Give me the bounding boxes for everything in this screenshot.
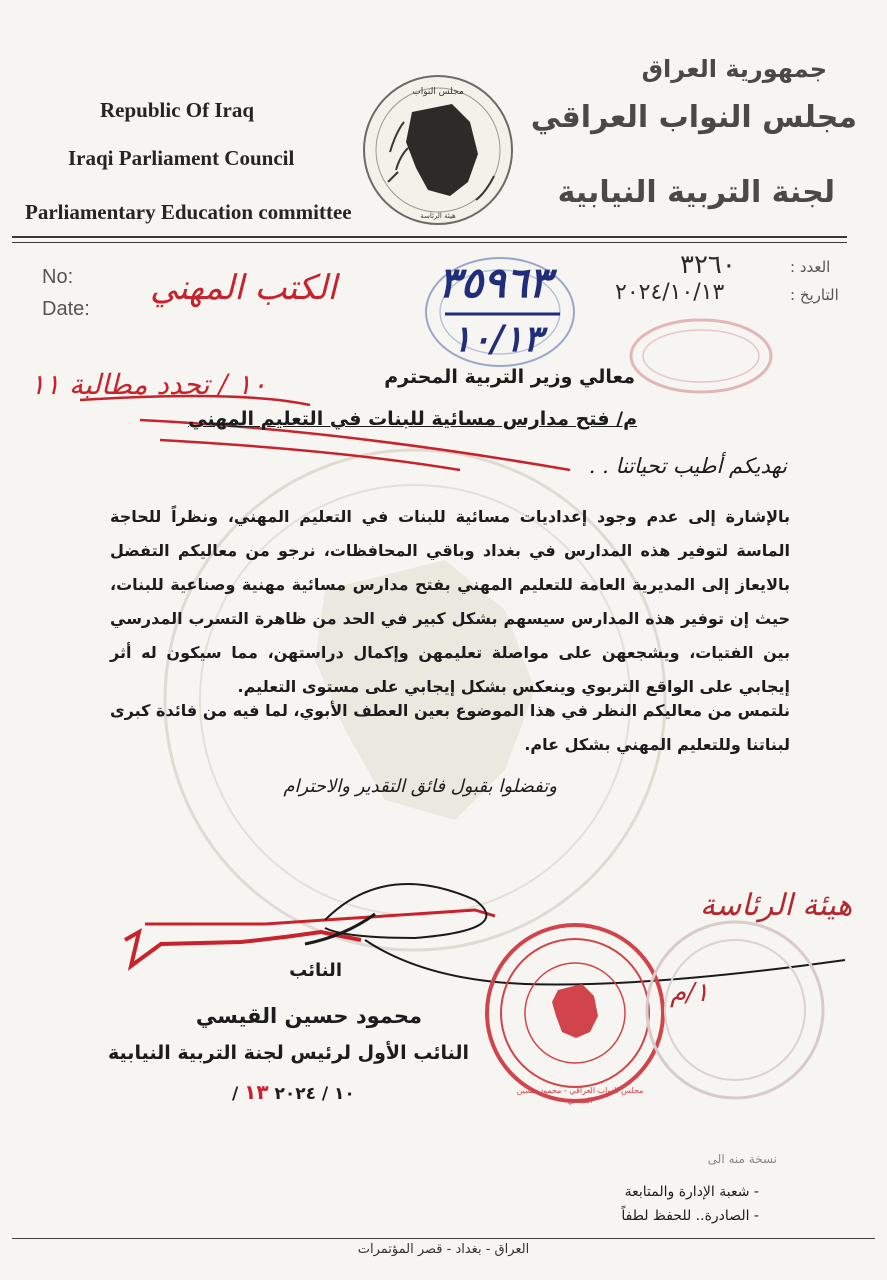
signatory-position: النائب الأول لرئيس لجنة التربية النيابية: [108, 1042, 469, 1064]
no-label-en: No:: [42, 266, 74, 288]
cc-item-1-bullet: -: [749, 1184, 759, 1200]
cc-item-2-text: الصادرة.. للحفظ لطفاً: [621, 1208, 750, 1224]
official-round-stamp-text: مجلس النواب العراقي - محمود حسين القيسي: [516, 1086, 644, 1105]
header-en-line1: Republic Of Iraq: [100, 98, 255, 122]
faint-round-stamp: [640, 915, 830, 1105]
signatory-name: محمود حسين القيسي: [195, 1004, 422, 1028]
footer-address: العراق - بغداد - قصر المؤتمرات: [357, 1242, 530, 1257]
date-label-ar: التاريخ :: [790, 286, 839, 304]
red-annotation-margin: ١٠ / تحدد مطالبة ١١: [30, 368, 267, 401]
svg-text:مجلس النواب: مجلس النواب: [412, 87, 464, 97]
signature-date-rest: / ١٠ / ٢٠٢٤: [232, 1084, 355, 1104]
header-ar-line1: جمهورية العراق: [641, 55, 827, 83]
red-annotation-strokes: [60, 380, 580, 490]
handwritten-note-code: ١/م: [670, 978, 709, 1008]
footer-divider: [12, 1238, 875, 1239]
header-divider: [12, 236, 847, 238]
cc-item-2-bullet: -: [749, 1208, 759, 1224]
header-en-line2: Iraqi Parliament Council: [68, 146, 295, 170]
cc-item-2: [621, 1208, 759, 1224]
handwritten-note-presidency: هيئة الرئاسة: [700, 888, 853, 923]
document-date: ٢٠٢٤/١٠/١٣: [615, 280, 725, 305]
header-ar-line3: لجنة التربية النيابية: [557, 175, 835, 210]
parliament-emblem-logo: [360, 72, 516, 228]
signatory-title: النائب: [289, 960, 342, 981]
body-paragraph-2: نلتمس من معاليكم النظر في هذا الموضوع بعين العطف الأبوي، لما فيه من فائدة كبرى لبناتنا وللتعليم المهني بشكل عام.: [110, 701, 790, 754]
body-paragraph-1: بالإشارة إلى عدم وجود إعداديات مسائية للبنات في التعليم المهني، ونظراً للحاجة الماسة لتوفير هذه المدارس في بغداد وباقي المحافظات، نرجو من معاليكم التفضل بالايعاز إلى المديرية العامة للتعليم المهني بفتح مدارس مسائية مهنية وصناعية للبنات، حيث إن توفير هذه المدارس سيسهم بشكل كبير في الحد من ظاهرة التسرب المدرسي بين الفتيات، ويشجعهن على مواصلة تعليمهن وإكمال دراستهن، مما سيكون له أثر إيجابي على الواقع التربوي وينعكس بشكل إيجابي على مستوى التعليم.: [110, 507, 790, 696]
registration-stamp-faint: [626, 316, 776, 396]
cc-item-1: [625, 1184, 759, 1200]
header-ar-line2: مجلس النواب العراقي: [530, 100, 857, 135]
incoming-stamp-number: ٣٥٩٦٣: [438, 258, 551, 307]
greeting: نهديكم أطيب تحياتنا . .: [588, 454, 787, 478]
header-divider-thin: [12, 242, 847, 243]
cc-heading: نسخة منه الى: [707, 1152, 777, 1166]
document-number: ٣٢٦٠: [680, 250, 736, 280]
subject-line: م/ فتح مدارس مسائية للبنات في التعليم المهني: [188, 408, 637, 430]
no-label-ar: العدد :: [790, 258, 831, 276]
closing-line: وتفضلوا بقبول فائق التقدير والاحترام: [283, 776, 557, 797]
incoming-stamp-date: ١٠/١٣: [452, 318, 543, 360]
signature-date: [232, 1080, 355, 1104]
red-annotation-top: الكتب المهني: [150, 268, 337, 308]
date-label-en: Date:: [42, 298, 90, 320]
recipient-line: معالي وزير التربية المحترم: [384, 366, 635, 388]
signature-day-red: ١٣: [244, 1080, 269, 1104]
cc-item-1-text: شعبة الإدارة والمتابعة: [624, 1184, 750, 1200]
header-en-line3: Parliamentary Education committee: [25, 200, 352, 224]
svg-text:هيئة الرئاسة: هيئة الرئاسة: [420, 212, 456, 220]
